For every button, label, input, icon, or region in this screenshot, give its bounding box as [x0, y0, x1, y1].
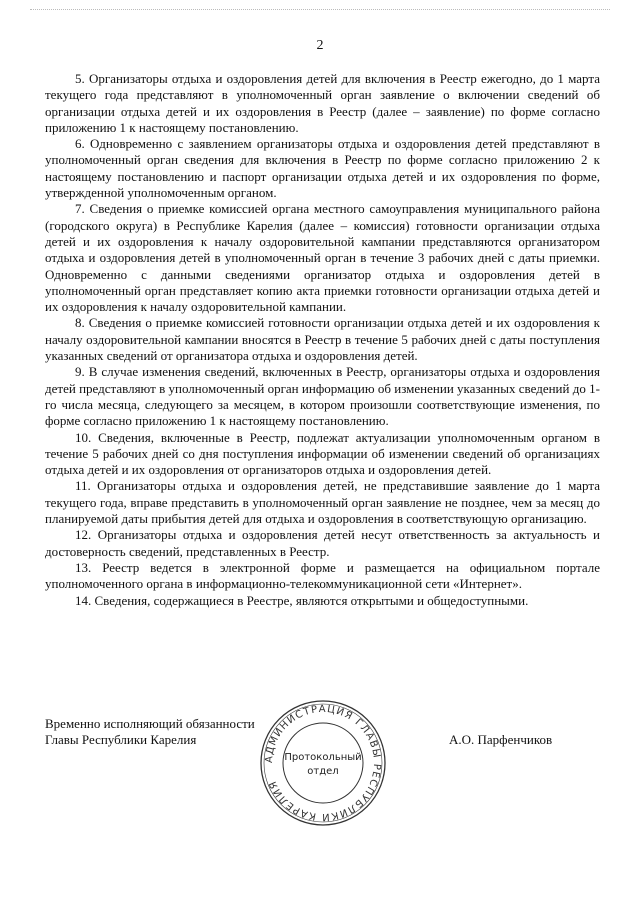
stamp-ring-text: АДМИНИСТРАЦИЯ ГЛАВЫ РЕСПУБЛИКИ КАРЕЛИЯ — [263, 703, 383, 823]
paragraph-13: 13. Реестр ведется в электронной форме и размещается на официальном портале уполномоченного органа в информационно-телекоммуникационной сети «Интернет». — [45, 559, 600, 592]
document-body — [45, 71, 600, 609]
paragraph-14: 14. Сведения, содержащиеся в Реестре, являются открытыми и общедоступными. — [75, 592, 529, 608]
signature-block — [45, 703, 605, 826]
position-line-2: Главы Республики Карелия — [45, 732, 197, 748]
paragraph-6: 6. Одновременно с заявлением организаторы отдыха и оздоровления детей представляют в уполномоченный орган сведения для включения в Реестр по форме согласно приложению 2 к настоящему постановлению и паспорт организации отдыха детей и их оздоровления по форме, утвержденной уполномоченным органом. — [45, 136, 600, 201]
paragraph-11: 11. Организаторы отдыха и оздоровления детей, не представившие заявление до 1 марта текущего года, вправе представить в уполномоченный орган заявление не позднее, чем за месяц до планируемой даты прибытия детей для отдыха и оздоровления в соответствующую организацию. — [45, 478, 600, 527]
stamp-inner-ring — [283, 723, 363, 803]
signatory-name: А.О. Парфенчиков — [449, 732, 553, 747]
paragraph-5: 5. Организаторы отдыха и оздоровления детей для включения в Реестр ежегодно, до 1 марта текущего года представляют в уполномоченный орган заявление о включении сведений об организации отдыха детей и их оздоровления в Реестр (далее – заявление) по форме согласно приложению 1 к настоящему постановлению. — [45, 71, 600, 135]
page-number: 2 — [316, 38, 324, 53]
official-stamp — [253, 698, 393, 828]
signatory-position — [45, 716, 255, 749]
stamp-center-line-2: отдел — [307, 766, 339, 777]
paragraph-7: 7. Сведения о приемке комиссией органа местного самоуправления муниципального района (городского округа) в Республике Карелия (далее – комиссия) готовности организации отдыха детей и их оздоровления к началу оздоровительной кампании представляются организатором отдыха и оздоровления детей в уполномоченный орган в течение 3 рабочих дней с даты приемки. Одновременно с данными сведениями организатор отдыха и оздоровления детей в уполномоченный орган представляет копию акта приемки готовности организации отдыха детей и их оздоровления к началу оздоровительной кампании. — [45, 201, 600, 315]
stamp-outer-ring — [261, 701, 385, 825]
page-top-edge — [30, 9, 610, 10]
paragraph-8: 8. Сведения о приемке комиссией готовности организации отдыха детей и их оздоровления к началу оздоровительной кампании вносятся в Реестр в течение 5 рабочих дней с даты поступления указанных сведений от организатора отдыха и оздоровления детей. — [45, 315, 600, 364]
paragraph-10: 10. Сведения, включенные в Реестр, подлежат актуализации уполномоченным органом в течение 5 рабочих дней со дня поступления информации об изменении сведений об организациях отдыха детей и их оздоровления от организаторов отдыха и оздоровления детей. — [45, 429, 600, 478]
position-line-1: Временно исполняющий обязанности — [45, 716, 255, 731]
stamp-center-line-1: Протокольный — [284, 752, 362, 763]
paragraph-9: 9. В случае изменения сведений, включенных в Реестр, организаторы отдыха и оздоровления детей представляют в уполномоченный орган информацию об изменении указанных сведений до 1-го числа месяца, следующего за месяцем, в котором произошли соответствующие изменения, по форме согласно приложению 1 к настоящему постановлению. — [45, 364, 600, 429]
paragraph-12: 12. Организаторы отдыха и оздоровления детей несут ответственность за актуальность и достоверность сведений, представленных в Реестр. — [45, 527, 600, 559]
